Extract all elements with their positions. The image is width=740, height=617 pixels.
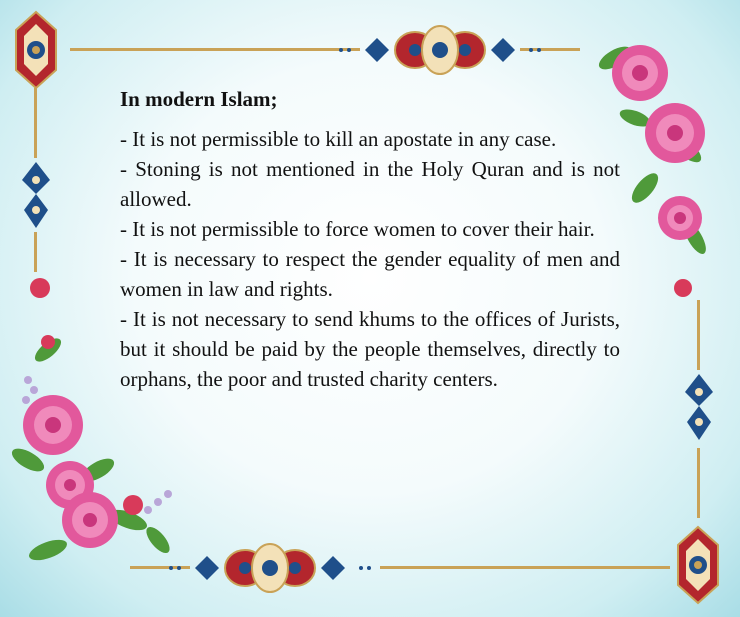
list-item: - Stoning is not mentioned in the Holy Quran and is not allowed. [120, 157, 620, 211]
corner-medallion-top-left [12, 10, 60, 90]
left-side-ornament [18, 160, 54, 230]
frame-right-line [697, 300, 700, 370]
bottom-ornament-band [165, 540, 375, 596]
frame-bottom-line [380, 566, 670, 569]
top-ornament-band [335, 22, 545, 78]
list-item: - It is not necessary to send khums to the offices of Jurists, but it should be paid by the people themselves, directly to orphans, the poor and trusted charity centers. [120, 307, 620, 391]
right-side-ornament [681, 372, 717, 442]
heading: In modern Islam; [120, 87, 278, 111]
list-item: - It is necessary to respect the gender equality of men and women in law and rights. [120, 247, 620, 301]
main-text-block [120, 84, 620, 394]
frame-left-line-lower [34, 232, 37, 272]
frame-top-line [70, 48, 360, 51]
list-item: - It is not permissible to kill an apostate in any case. [120, 127, 557, 151]
frame-left-line [34, 88, 37, 158]
frame-right-line-lower [697, 448, 700, 518]
list-item: - It is not permissible to force women to cover their hair. [120, 217, 595, 241]
corner-medallion-bottom-right [674, 525, 722, 605]
